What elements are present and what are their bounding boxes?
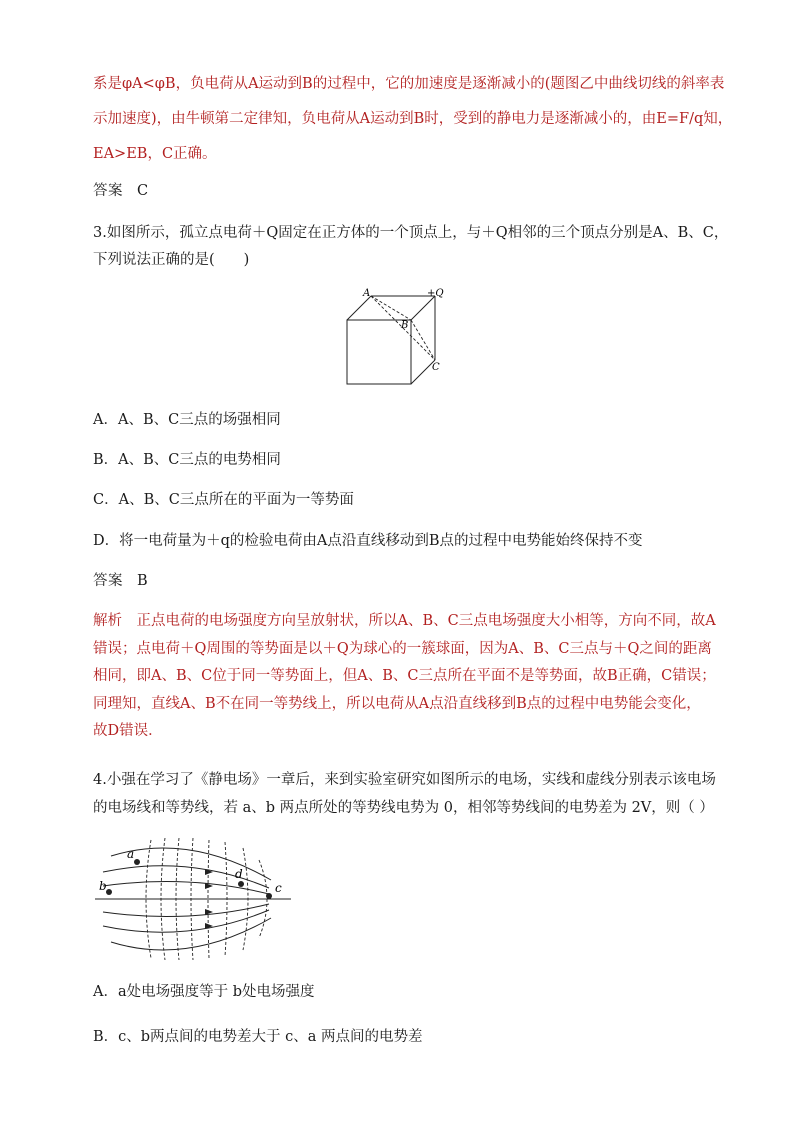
q3-analysis-line-3: 相同，即A、B、C位于同一等势面上，但A、B、C三点所在平面不是等势面，故B正确，C错误； — [93, 668, 716, 684]
point-c — [266, 893, 272, 899]
point-b — [106, 889, 112, 895]
answer-label: 答案 — [93, 183, 123, 199]
q3-option-c[interactable]: C．A、B、C三点所在的平面为一等势面 — [93, 492, 354, 508]
solution-line-2: 示加速度)，由牛顿第二定律知，负电荷从A运动到B时，受到的静电力是逐渐减小的，由E=F/q知， — [93, 111, 733, 127]
q3-stem-line-2: 下列说法正确的是( ) — [93, 252, 250, 268]
label-b: b — [99, 879, 107, 893]
label-d: d — [235, 867, 243, 881]
cube-figure — [338, 286, 458, 390]
answer-value: B — [137, 573, 149, 589]
q4-option-a[interactable]: A．a处电场强度等于 b处电场强度 — [93, 984, 315, 1000]
label-C: C — [432, 362, 440, 373]
label-B: B — [401, 320, 409, 331]
label-A: A — [363, 288, 371, 299]
point-d — [238, 881, 244, 887]
q3-stem-line-1: 3.如图所示，孤立点电荷＋Q固定在正方体的一个顶点上，与＋Q相邻的三个顶点分别是A、B、C， — [93, 225, 729, 241]
point-a — [134, 859, 140, 865]
q3-analysis-line-1: 解析 正点电荷的电场强度方向呈放射状，所以A、B、C三点电场强度大小相等，方向不同，故A — [93, 613, 716, 629]
solution-line-1: 系是φA<φB，负电荷从A运动到B的过程中，它的加速度是逐渐减小的(题图乙中曲线切线的斜率表 — [93, 76, 725, 92]
solution-line-3: EA>EB，C正确。 — [93, 146, 217, 162]
q4-stem-line-1: 4.小强在学习了《静电场》一章后，来到实验室研究如图所示的电场，实线和虚线分别表示该电场 — [93, 772, 716, 788]
q3-analysis-line-2: 错误；点电荷＋Q周围的等势面是以＋Q为球心的一簇球面，因为A、B、C三点与＋Q之间的距离 — [93, 641, 712, 657]
field-lines — [95, 848, 291, 950]
q3-option-d[interactable]: D．将一电荷量为＋q的检验电荷由A点沿直线移动到B点的过程中电势能始终保持不变 — [93, 533, 643, 549]
field-figure — [93, 836, 293, 960]
q3-analysis-line-5: 故D错误． — [93, 723, 163, 739]
q3-option-b[interactable]: B．A、B、C三点的电势相同 — [93, 452, 281, 468]
label-a: a — [127, 847, 135, 861]
answer-value: C — [137, 183, 149, 199]
label-c: c — [275, 881, 282, 895]
q4-stem-line-2: 的电场线和等势线，若 a、b 两点所处的等势线电势为 0，相邻等势线间的电势差为 2V，则（ ） — [93, 800, 714, 816]
label-Q: +Q — [427, 288, 444, 299]
q3-answer — [93, 571, 148, 591]
q3-option-a[interactable]: A．A、B、C三点的场强相同 — [93, 412, 281, 428]
answer-label: 答案 — [93, 573, 123, 589]
q3-analysis-line-4: 同理知，直线A、B不在同一等势线上，所以电荷从A点沿直线移到B点的过程中电势能会变化， — [93, 696, 701, 712]
answer-2 — [93, 181, 149, 201]
q4-option-b[interactable]: B．c、b两点间的电势差大于 c、a 两点间的电势差 — [93, 1029, 423, 1045]
